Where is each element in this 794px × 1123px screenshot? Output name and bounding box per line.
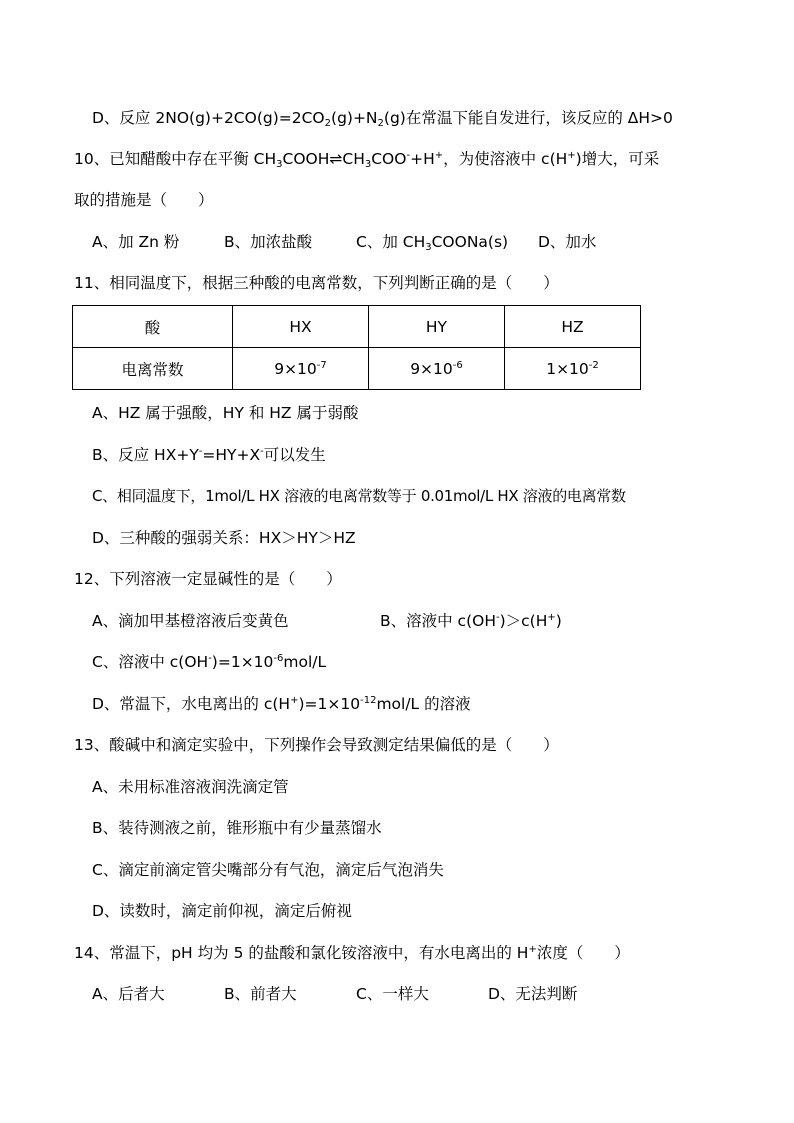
q13-option-c: C、滴定前滴定管尖嘴部分有气泡，滴定后气泡消失	[92, 861, 444, 879]
q14-option-c: C、一样大	[356, 985, 429, 1003]
q13-option-a: A、未用标准溶液润洗滴定管	[92, 778, 289, 796]
q10-option-b: B、加浓盐酸	[224, 233, 313, 251]
q11-option-d: D、三种酸的强弱关系：HX＞HY＞HZ	[92, 529, 356, 547]
q10-stem-cont: 取的措施是（ ）	[74, 191, 214, 209]
q12-option-b: B、溶液中 c(OH-)＞c(H+)	[380, 612, 562, 630]
q11-stem: 11、相同温度下，根据三种酸的电离常数，下列判断正确的是（ ）	[74, 274, 559, 292]
q11-option-a: A、HZ 属于强酸，HY 和 HZ 属于弱酸	[92, 404, 359, 422]
q10-option-c: C、加 $CH_3COONa(s)$	[356, 233, 509, 253]
table-header-cell: HX	[233, 306, 369, 348]
q12-option-c: C、溶液中 $c(OH^-)=1\times 10^{-6}mol/L$	[92, 653, 327, 671]
q12-stem: 12、下列溶液一定显碱性的是（ ）	[74, 570, 342, 588]
q13-option-b: B、装待测液之前，锥形瓶中有少量蒸馏水	[92, 819, 382, 837]
q10-stem: 10、已知醋酸中存在平衡 $CH_3COOH\rightleftharpoons CH_3COO^-+H^+$，为使溶液中 c(H+)增大，可采	[74, 150, 660, 170]
q14-options	[92, 983, 577, 1005]
q12-option-d: D、常温下，水电离出的 $c(H^+)=1\times 10^{-12}mol/L$ 的溶液	[92, 695, 471, 713]
table-header-cell: HZ	[504, 306, 640, 348]
q10-option-a: A、加 Zn 粉	[92, 233, 180, 251]
q14-option-a: A、后者大	[92, 985, 165, 1003]
table-row	[73, 348, 641, 390]
q10-option-d: D、加水	[538, 233, 597, 251]
q14-option-b: B、前者大	[224, 985, 297, 1003]
q11-option-b: B、反应 HX+Y-=HY+X-可以发生	[92, 446, 326, 464]
table-row-label: 电离常数	[73, 348, 233, 390]
q14-option-d: D、无法判断	[488, 985, 578, 1003]
table-header-cell: HY	[368, 306, 504, 348]
table-row	[73, 306, 641, 348]
table-header-cell: 酸	[73, 306, 233, 348]
table-cell: $9\times 10^{-7}$	[233, 348, 369, 390]
q13-option-d: D、读数时，滴定前仰视，滴定后俯视	[92, 902, 352, 920]
q14-stem: 14、常温下，pH 均为 5 的盐酸和氯化铵溶液中，有水电离出的 H+浓度（ ）	[74, 944, 630, 962]
q9-option-d: D、反应 $2NO(g)+2CO(g)=2CO_2(g)+N_2(g)$在常温下能自发进行，该反应的 ΔH>0	[92, 109, 673, 129]
q13-stem: 13、酸碱中和滴定实验中，下列操作会导致测定结果偏低的是（ ）	[74, 736, 559, 754]
q12-options-ab	[92, 610, 562, 632]
q11-table	[72, 305, 641, 390]
q10-options	[92, 231, 596, 253]
table-cell: $9\times 10^{-6}$	[368, 348, 504, 390]
q12-option-a: A、滴加甲基橙溶液后变黄色	[92, 612, 289, 630]
table-cell: $1\times 10^{-2}$	[504, 348, 640, 390]
q11-option-c: C、相同温度下，1mol/L HX 溶液的电离常数等于 0.01mol/L HX 溶液的电离常数	[92, 487, 626, 505]
